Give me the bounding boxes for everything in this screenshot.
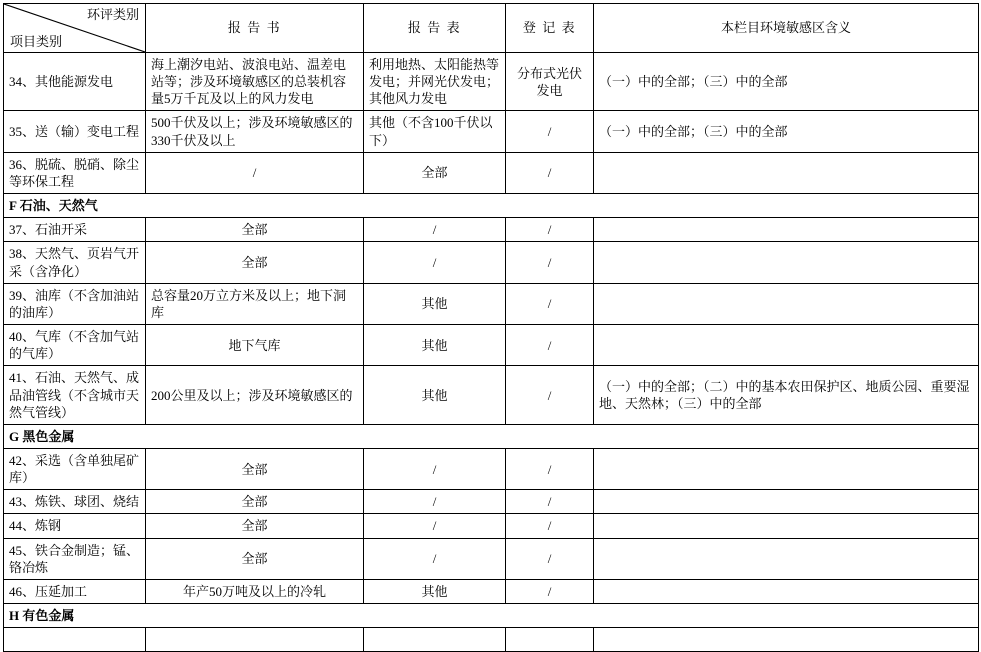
- cell-project-category: 40、气库（不含加气站的气库）: [4, 325, 146, 366]
- cell-register-table: /: [506, 283, 594, 324]
- cell-project-category: 37、石油开采: [4, 218, 146, 242]
- blank-cell: [594, 628, 979, 652]
- blank-cell: [4, 628, 146, 652]
- cell-report-book: 全部: [146, 218, 364, 242]
- cell-report-book: 全部: [146, 448, 364, 489]
- section-header-row: [4, 604, 979, 628]
- blank-row: [4, 628, 979, 652]
- cell-register-table: /: [506, 325, 594, 366]
- cell-report-book: 500千伏及以上；涉及环境敏感区的330千伏及以上: [146, 111, 364, 152]
- document-page: [0, 3, 981, 631]
- cell-sensitive-meaning: （一）中的全部；（三）中的全部: [594, 53, 979, 111]
- cell-report-table: 全部: [364, 152, 506, 193]
- cell-report-book: 海上潮汐电站、波浪电站、温差电站等；涉及环境敏感区的总装机容量5万千瓦及以上的风力发电: [146, 53, 364, 111]
- cell-project-category: 45、铁合金制造；锰、铬冶炼: [4, 538, 146, 579]
- cell-report-table: /: [364, 538, 506, 579]
- cell-report-table: /: [364, 490, 506, 514]
- cell-project-category: 42、采选（含单独尾矿库）: [4, 448, 146, 489]
- cell-sensitive-meaning: [594, 490, 979, 514]
- cell-report-book: 年产50万吨及以上的冷轧: [146, 579, 364, 603]
- table-row: [4, 325, 979, 366]
- cell-report-book: 全部: [146, 490, 364, 514]
- cell-project-category: 36、脱硫、脱硝、除尘等环保工程: [4, 152, 146, 193]
- cell-project-category: 46、压延加工: [4, 579, 146, 603]
- cell-sensitive-meaning: [594, 325, 979, 366]
- cell-register-table: /: [506, 538, 594, 579]
- cell-project-category: 34、其他能源发电: [4, 53, 146, 111]
- cell-register-table: /: [506, 152, 594, 193]
- table-row: [4, 283, 979, 324]
- cell-sensitive-meaning: （一）中的全部；（三）中的全部: [594, 111, 979, 152]
- cell-register-table: /: [506, 218, 594, 242]
- cell-report-table: 其他: [364, 579, 506, 603]
- section-title: F 石油、天然气: [4, 194, 979, 218]
- cell-report-book: 全部: [146, 242, 364, 283]
- cell-report-book: /: [146, 152, 364, 193]
- cell-project-category: 44、炼钢: [4, 514, 146, 538]
- cell-sensitive-meaning: [594, 152, 979, 193]
- cell-register-table: /: [506, 514, 594, 538]
- cell-project-category: 38、天然气、页岩气开采（含净化）: [4, 242, 146, 283]
- table-header-row: [4, 4, 979, 53]
- cell-sensitive-meaning: [594, 242, 979, 283]
- cell-register-table: /: [506, 579, 594, 603]
- cell-sensitive-meaning: [594, 283, 979, 324]
- section-header-row: [4, 194, 979, 218]
- header-corner-bottom-label: 项目类别: [10, 33, 63, 49]
- cell-sensitive-meaning: [594, 448, 979, 489]
- header-register-table: 登 记 表: [506, 4, 594, 53]
- cell-report-table: /: [364, 448, 506, 489]
- cell-project-category: 41、石油、天然气、成品油管线（不含城市天然气管线）: [4, 366, 146, 424]
- header-sensitive-area-meaning: 本栏目环境敏感区含义: [594, 4, 979, 53]
- header-report-book: 报 告 书: [146, 4, 364, 53]
- cell-register-table: /: [506, 490, 594, 514]
- cell-report-table: /: [364, 242, 506, 283]
- cell-register-table: 分布式光伏发电: [506, 53, 594, 111]
- cell-register-table: /: [506, 111, 594, 152]
- cell-sensitive-meaning: [594, 579, 979, 603]
- section-title: H 有色金属: [4, 604, 979, 628]
- table-row: [4, 538, 979, 579]
- table-row: [4, 218, 979, 242]
- cell-report-book: 全部: [146, 514, 364, 538]
- cell-sensitive-meaning: [594, 514, 979, 538]
- cell-report-book: 全部: [146, 538, 364, 579]
- table-row: [4, 490, 979, 514]
- cell-report-book: 总容量20万立方米及以上；地下洞库: [146, 283, 364, 324]
- section-title: G 黑色金属: [4, 424, 979, 448]
- cell-report-table: 其他（不含100千伏以下）: [364, 111, 506, 152]
- cell-report-table: 其他: [364, 325, 506, 366]
- cell-sensitive-meaning: （一）中的全部；（二）中的基本农田保护区、地质公园、重要湿地、天然林；（三）中的全部: [594, 366, 979, 424]
- cell-report-book: 地下气库: [146, 325, 364, 366]
- cell-report-table: 利用地热、太阳能热等发电；并网光伏发电；其他风力发电: [364, 53, 506, 111]
- blank-cell: [146, 628, 364, 652]
- cell-register-table: /: [506, 242, 594, 283]
- cell-sensitive-meaning: [594, 218, 979, 242]
- cell-project-category: 43、炼铁、球团、烧结: [4, 490, 146, 514]
- table-row: [4, 111, 979, 152]
- blank-cell: [364, 628, 506, 652]
- table-row: [4, 448, 979, 489]
- cell-register-table: /: [506, 448, 594, 489]
- section-header-row: [4, 424, 979, 448]
- header-corner-top-label: 环评类别: [86, 7, 139, 22]
- cell-report-table: /: [364, 514, 506, 538]
- environmental-category-table: [3, 3, 979, 652]
- cell-register-table: /: [506, 366, 594, 424]
- cell-project-category: 35、送（输）变电工程: [4, 111, 146, 152]
- table-row: [4, 242, 979, 283]
- header-corner-cell: [4, 4, 146, 53]
- table-row: [4, 579, 979, 603]
- blank-cell: [506, 628, 594, 652]
- table-row: [4, 514, 979, 538]
- cell-report-book: 200公里及以上；涉及环境敏感区的: [146, 366, 364, 424]
- cell-report-table: 其他: [364, 283, 506, 324]
- header-report-table: 报 告 表: [364, 4, 506, 53]
- cell-project-category: 39、油库（不含加油站的油库）: [4, 283, 146, 324]
- cell-sensitive-meaning: [594, 538, 979, 579]
- cell-report-table: 其他: [364, 366, 506, 424]
- table-row: [4, 152, 979, 193]
- table-row: [4, 366, 979, 424]
- cell-report-table: /: [364, 218, 506, 242]
- table-row: [4, 53, 979, 111]
